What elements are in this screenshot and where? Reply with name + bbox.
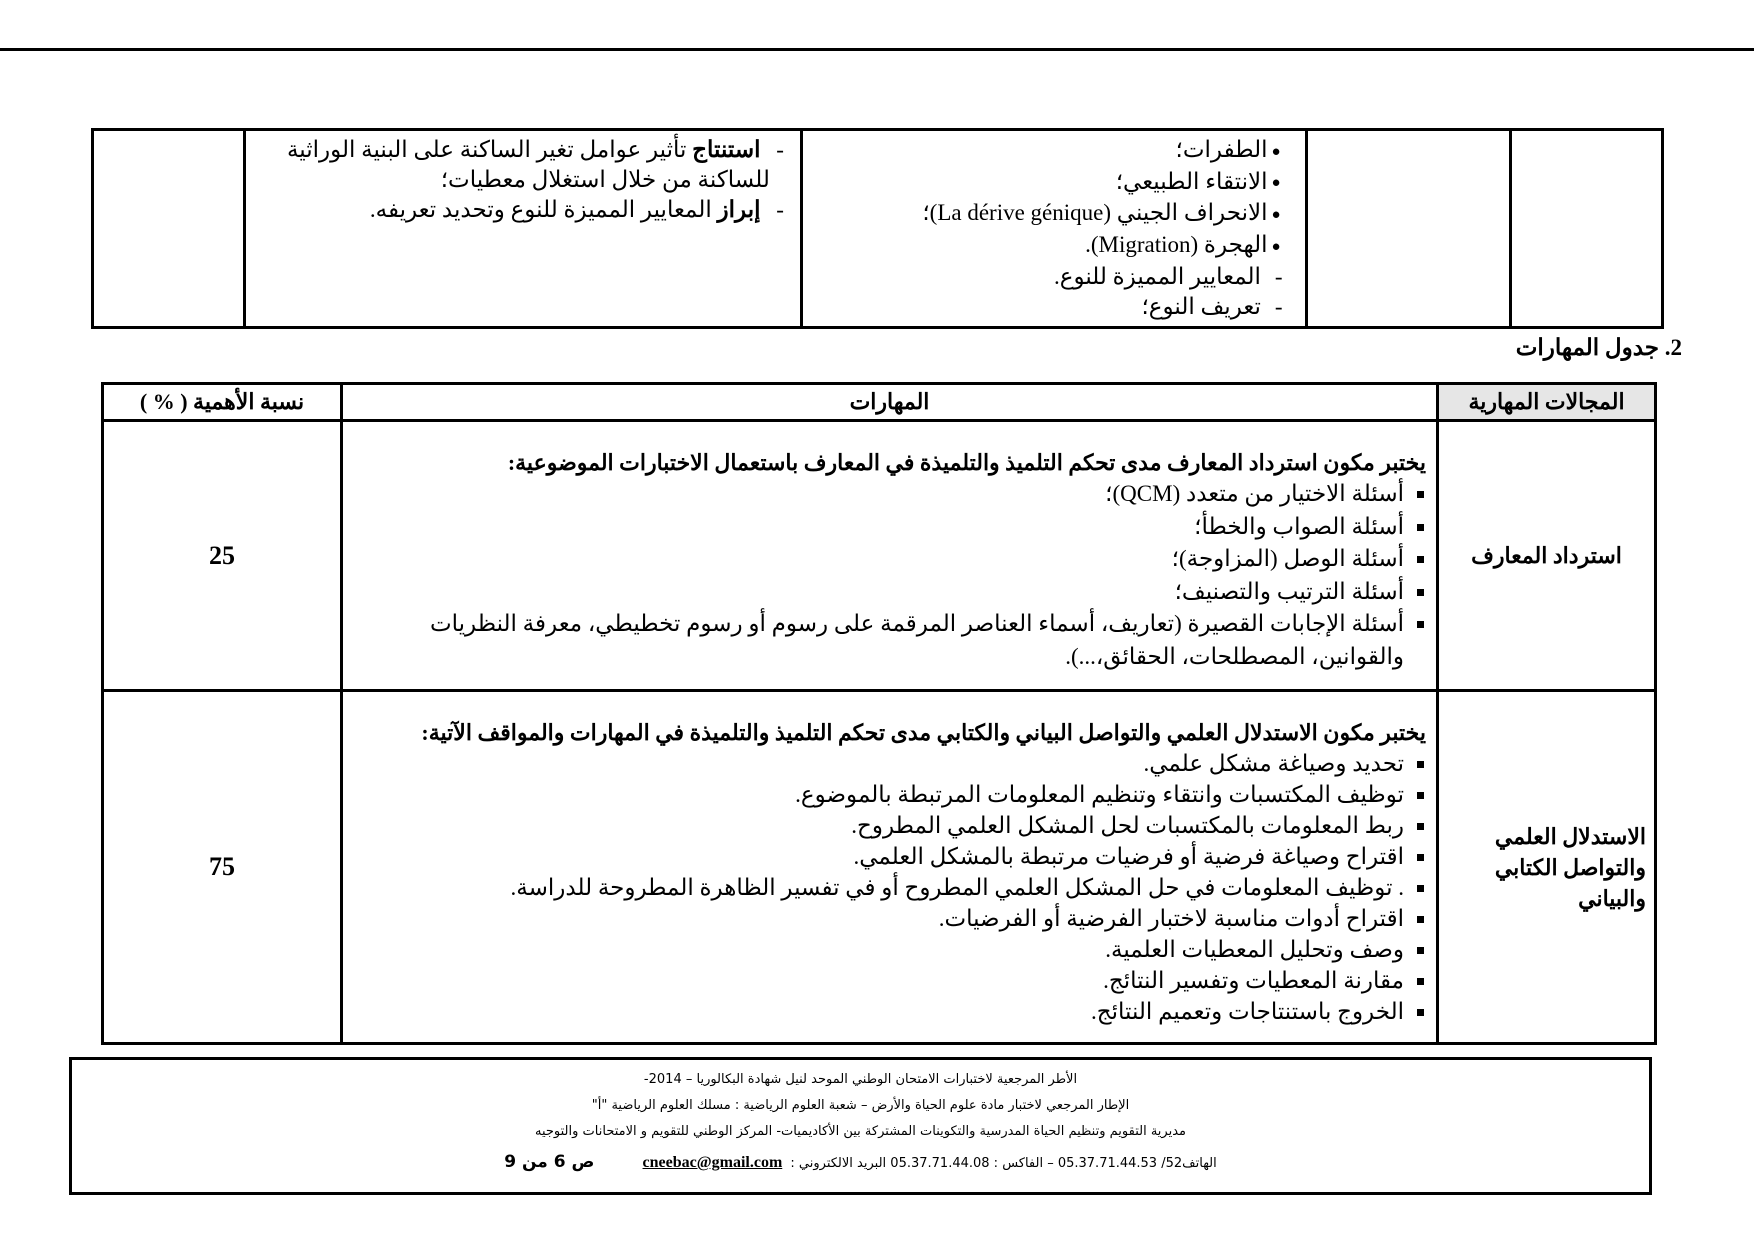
list-item: مقارنة المعطيات وتفسير النتائج. xyxy=(357,965,1404,996)
objective-text: تأثير عوامل تغير الساكنة على البنية الوراثية xyxy=(286,137,687,162)
skills-intro: يختبر مكون استرداد المعارف مدى تحكم التلميذ والتلميذة في المعارف باستعمال الاختبارات الموضوعية: xyxy=(507,450,1426,475)
page-number: ص 6 من 9 xyxy=(504,1152,595,1172)
skills-table xyxy=(101,382,1657,1045)
skills-intro: يختبر مكون الاستدلال العلمي والتواصل البياني والكتابي مدى تحكم التلميذ والتلميذة في المهارات والمواقف الآتية: xyxy=(421,720,1426,745)
footer-contact: الهاتف52/ 05.37.71.44.53 – الفاكس : 05.37.71.44.08 البريد الالكتروني : xyxy=(790,1156,1217,1171)
skills-cell xyxy=(342,691,1438,1044)
page-footer xyxy=(69,1057,1652,1195)
objective-text: للساكنة من خلال استغلال معطيات؛ xyxy=(440,167,770,192)
skills-list xyxy=(357,478,1426,673)
list-item: أسئلة الاختيار من متعدد (QCM)؛ xyxy=(357,478,1404,511)
skills-table-header xyxy=(103,384,1656,421)
content-dash-item: - المعايير المميزة للنوع. xyxy=(813,262,1295,292)
objective-text: المعايير المميزة للنوع وتحديد تعريفه. xyxy=(369,197,712,222)
list-item: الخروج باستنتاجات وتعميم النتائج. xyxy=(357,996,1404,1027)
table-row xyxy=(103,421,1656,691)
domain-cell: الاستدلال العلمي والتواصل الكتابي والبياني xyxy=(1438,691,1656,1044)
objective-line xyxy=(256,195,784,225)
list-item: أسئلة الصواب والخطأ؛ xyxy=(357,511,1404,544)
objective-line xyxy=(256,135,784,165)
objectives-cell xyxy=(245,130,802,328)
list-item: أسئلة الإجابات القصيرة (تعاريف، أسماء العناصر المرقمة على رسوم أو رسوم تخطيطي، معرفة النظريات والقوانين، المصطلحات، الحقائق،...). xyxy=(357,608,1404,673)
footer-line-3: مديرية التقويم وتنظيم الحياة المدرسية والتكوينات المشتركة بين الأكاديميات- المركز الوطني للتقويم و الامتحانات والتوجيه xyxy=(534,1124,1186,1139)
section-title: 2. جدول المهارات xyxy=(1515,335,1682,360)
content-bullet: ● الهجرة (Migration). xyxy=(813,230,1295,262)
footer-line-1: الأطر المرجعية لاختبارات الامتحان الوطني الموحد لنيل شهادة البكالوريا – 2014- xyxy=(643,1072,1078,1087)
list-item: وصف وتحليل المعطيات العلمية. xyxy=(357,934,1404,965)
skills-cell xyxy=(342,421,1438,691)
list-item: اقتراح أدوات مناسبة لاختبار الفرضية أو الفرضيات. xyxy=(357,903,1404,934)
domain-cell: استرداد المعارف xyxy=(1438,421,1656,691)
list-item: تحديد وصياغة مشكل علمي. xyxy=(357,748,1404,779)
objective-verb: استنتاج xyxy=(692,137,761,162)
list-item: توظيف المكتسبات وانتقاء وتنظيم المعلومات المرتبطة بالموضوع. xyxy=(357,779,1404,810)
objective-line xyxy=(256,165,784,195)
skills-list xyxy=(357,748,1426,1027)
content-bullet: ● الانحراف الجيني (La dérive génique)؛ xyxy=(813,198,1295,230)
content-cell xyxy=(801,130,1306,328)
content-continuation-table xyxy=(91,128,1664,329)
list-item: أسئلة الترتيب والتصنيف؛ xyxy=(357,576,1404,609)
content-bullet: ● الطفرات؛ xyxy=(813,135,1295,167)
empty-cell-left xyxy=(93,130,245,328)
footer-contact-line xyxy=(72,1152,1649,1172)
content-bullet: ● الانتقاء الطبيعي؛ xyxy=(813,167,1295,199)
header-domains: المجالات المهارية xyxy=(1438,384,1656,421)
weight-cell: 25 xyxy=(103,421,342,691)
empty-cell xyxy=(1306,130,1510,328)
list-item: . توظيف المعلومات في حل المشكل العلمي المطروح أو في تفسير الظاهرة المطروحة للدراسة. xyxy=(357,872,1404,903)
objective-verb: إبراز xyxy=(717,197,761,222)
list-item: اقتراح وصياغة فرضية أو فرضيات مرتبطة بالمشكل العلمي. xyxy=(357,841,1404,872)
list-item: أسئلة الوصل (المزاوجة)؛ xyxy=(357,543,1404,576)
weight-cell: 75 xyxy=(103,691,342,1044)
footer-line-2: الإطار المرجعي لاختبار مادة علوم الحياة والأرض – شعبة العلوم الرياضية : مسلك العلوم الرياضية "أ" xyxy=(591,1098,1130,1113)
content-dash-item: - تعريف النوع؛ xyxy=(813,292,1295,322)
footer-email-link[interactable]: cneebac@gmail.com xyxy=(642,1154,783,1171)
empty-cell-right xyxy=(1510,130,1662,328)
header-skills: المهارات xyxy=(342,384,1438,421)
list-item: ربط المعلومات بالمكتسبات لحل المشكل العلمي المطروح. xyxy=(357,810,1404,841)
top-rule xyxy=(0,48,1754,51)
header-weight: نسبة الأهمية ( % ) xyxy=(103,384,342,421)
table-row xyxy=(103,691,1656,1044)
